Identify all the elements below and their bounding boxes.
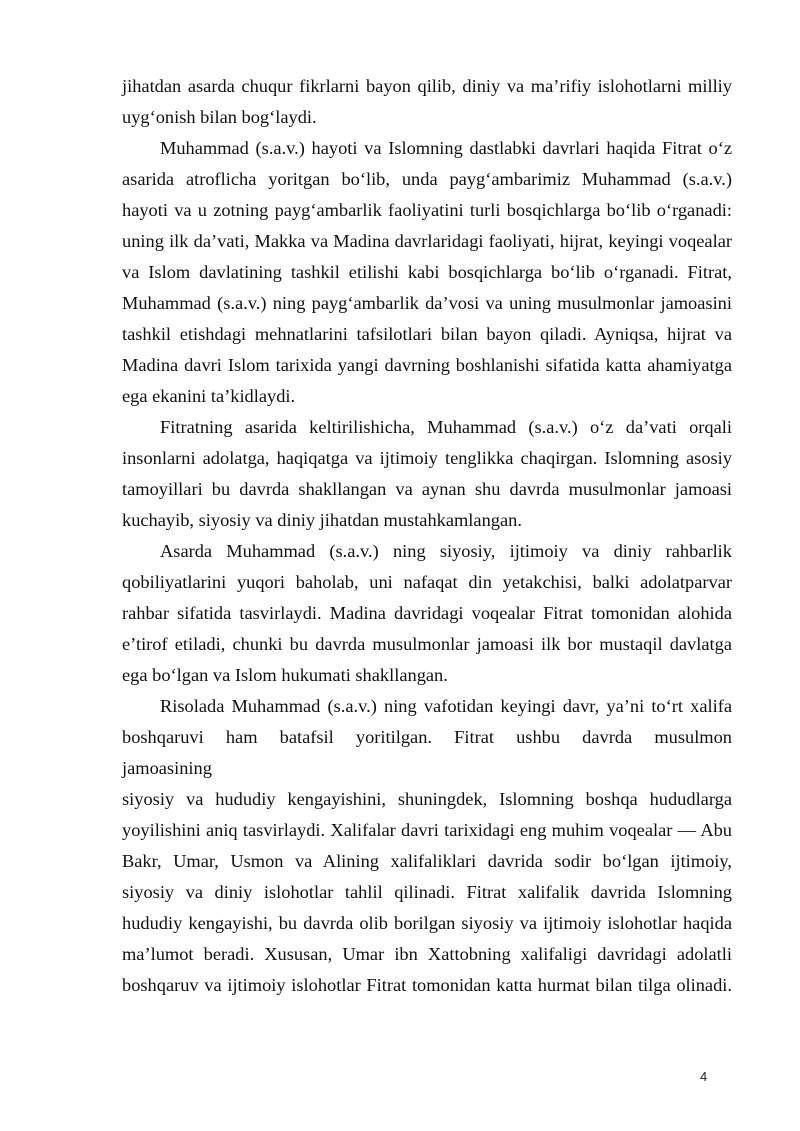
text-line: insonlarni adolatga, haqiqatga va ijtimoiy tenglikka chaqirgan. Islomning asosiy <box>122 448 732 468</box>
text-line: ega bo‘lgan va Islom hukumati shakllangan. <box>122 665 448 685</box>
paragraph <box>122 412 732 536</box>
text-line: siyosiy va diniy islohotlar tahlil qilinadi. Fitrat xalifalik davrida Islomning <box>122 882 732 902</box>
text-line: va Islom davlatining tashkil etilishi kabi bosqichlarga bo‘lib o‘rganadi. Fitrat, <box>122 262 732 282</box>
text-line: qobiliyatlarini yuqori baholab, uni nafaqat din yetakchisi, balki adolatparvar <box>122 572 732 592</box>
text-line: kuchayib, siyosiy va diniy jihatdan mustahkamlangan. <box>122 510 522 530</box>
text-line: Risolada Muhammad (s.a.v.) ning vafotidan keyingi davr, ya’ni to‘rt xalifa <box>160 696 732 716</box>
paragraph <box>122 784 732 1001</box>
text-line: hududiy kengayishi, bu davrda olib borilgan siyosiy va ijtimoiy islohotlar haqida <box>122 913 732 933</box>
paragraph <box>122 71 732 133</box>
text-line: boshqaruvi ham batafsil yoritilgan. Fitrat ushbu davrda musulmon <box>122 727 732 747</box>
text-line: boshqaruv va ijtimoiy islohotlar Fitrat tomonidan katta hurmat bilan tilga olinadi. <box>122 975 732 995</box>
text-line: jihatdan asarda chuqur fikrlarni bayon qilib, diniy va ma’rifiy islohotlarni milliy <box>122 76 732 96</box>
text-line: uning ilk da’vati, Makka va Madina davrlaridagi faoliyati, hijrat, keyingi voqealar <box>122 231 732 251</box>
text-line: hayoti va u zotning payg‘ambarlik faoliyatini turli bosqichlarga bo‘lib o‘rganadi: <box>122 200 732 220</box>
text-line: ma’lumot beradi. Xususan, Umar ibn Xattobning xalifaligi davridagi adolatli <box>122 944 732 964</box>
text-line: e’tirof etiladi, chunki bu davrda musulmonlar jamoasi ilk bor mustaqil davlatga <box>122 634 732 654</box>
text-line: siyosiy va hududiy kengayishini, shuningdek, Islomning boshqa hududlarga <box>122 789 732 809</box>
paragraph <box>122 691 732 784</box>
text-line: ega ekanini ta’kidlaydi. <box>122 386 296 406</box>
text-line: asarida atroflicha yoritgan bo‘lib, unda payg‘ambarimiz Muhammad (s.a.v.) <box>122 169 732 189</box>
text-line: Madina davri Islom tarixida yangi davrning boshlanishi sifatida katta ahamiyatga <box>122 355 732 375</box>
text-line: tashkil etishdagi mehnatlarini tafsilotlari bilan bayon qiladi. Ayniqsa, hijrat va <box>122 324 732 344</box>
text-line: jamoasining <box>122 758 212 778</box>
document-body <box>122 71 732 1001</box>
paragraph <box>122 133 732 412</box>
page-number: 4 <box>700 1069 708 1084</box>
text-line: Bakr, Umar, Usmon va Alining xalifaliklari davrida sodir bo‘lgan ijtimoiy, <box>122 851 732 871</box>
text-line: uyg‘onish bilan bog‘laydi. <box>122 107 317 127</box>
text-line: yoyilishini aniq tasvirlaydi. Xalifalar davri tarixidagi eng muhim voqealar — Abu <box>122 820 732 840</box>
text-line: Muhammad (s.a.v.) hayoti va Islomning dastlabki davrlari haqida Fitrat o‘z <box>160 138 732 158</box>
text-line: Fitratning asarida keltirilishicha, Muhammad (s.a.v.) o‘z da’vati orqali <box>160 417 732 437</box>
paragraph <box>122 536 732 691</box>
text-line: tamoyillari bu davrda shakllangan va aynan shu davrda musulmonlar jamoasi <box>122 479 732 499</box>
text-line: rahbar sifatida tasvirlaydi. Madina davridagi voqealar Fitrat tomonidan alohida <box>122 603 732 623</box>
text-line: Muhammad (s.a.v.) ning payg‘ambarlik da’vosi va uning musulmonlar jamoasini <box>122 293 732 313</box>
text-line: Asarda Muhammad (s.a.v.) ning siyosiy, ijtimoiy va diniy rahbarlik <box>160 541 732 561</box>
